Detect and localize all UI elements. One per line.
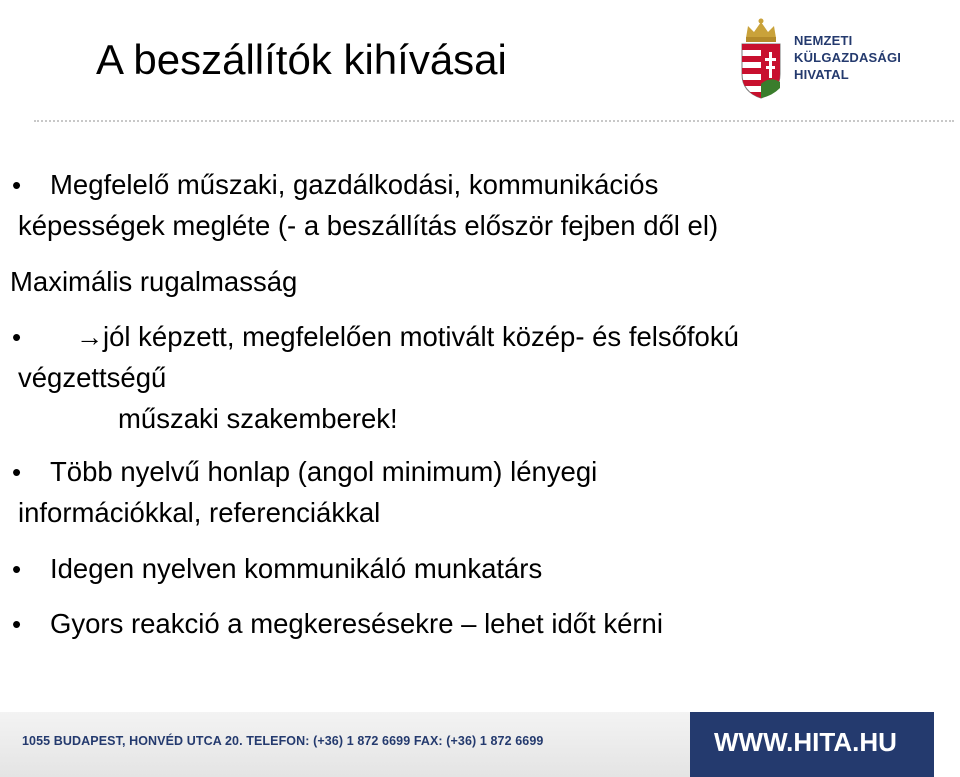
bullet-dot: • — [12, 609, 22, 639]
footer-website: WWW.HITA.HU — [714, 727, 897, 757]
bullet-dot: • — [12, 457, 22, 487]
logo-line-2: KÜLGAZDASÁGI — [794, 50, 902, 65]
logo-line-1: NEMZETI — [794, 33, 853, 48]
bullet-dot: • — [12, 170, 22, 200]
slide-title: A beszállítók kihívásai — [96, 36, 507, 83]
bullet-5: Gyors reakció a megkeresésekre – lehet időt kérni — [50, 608, 663, 639]
bullet-3-line-2: információkkal, referenciákkal — [18, 497, 381, 528]
bullet-1-line-1: Megfelelő műszaki, gazdálkodási, kommunikációs — [50, 169, 659, 200]
arrow-icon: → — [76, 321, 104, 352]
bullet-dot: • — [12, 322, 22, 352]
bullet-2-line-1: jól képzett, megfelelően motivált közép- és felsőfokú — [103, 321, 739, 352]
footer-bar — [0, 712, 960, 777]
flexibility-heading: Maximális rugalmasság — [10, 266, 298, 297]
footer-address-panel — [0, 712, 690, 777]
bullet-2-line-3: műszaki szakemberek! — [118, 403, 398, 434]
bullet-4: Idegen nyelven kommunikáló munkatárs — [50, 553, 543, 584]
bullet-2-line-2: végzettségű — [18, 362, 167, 393]
footer-web-panel — [690, 712, 934, 777]
footer-address: 1055 BUDAPEST, HONVÉD UTCA 20. TELEFON: (+36) 1 872 6699 FAX: (+36) 1 872 6699 — [22, 734, 544, 748]
footer-end-strip — [934, 712, 960, 777]
logo-line-3: HIVATAL — [794, 67, 849, 82]
bullet-3-line-1: Több nyelvű honlap (angol minimum) lényegi — [50, 456, 598, 487]
bullet-dot: • — [12, 554, 22, 584]
bullet-1-line-2: képességek megléte (- a beszállítás először fejben dől el) — [18, 210, 719, 241]
